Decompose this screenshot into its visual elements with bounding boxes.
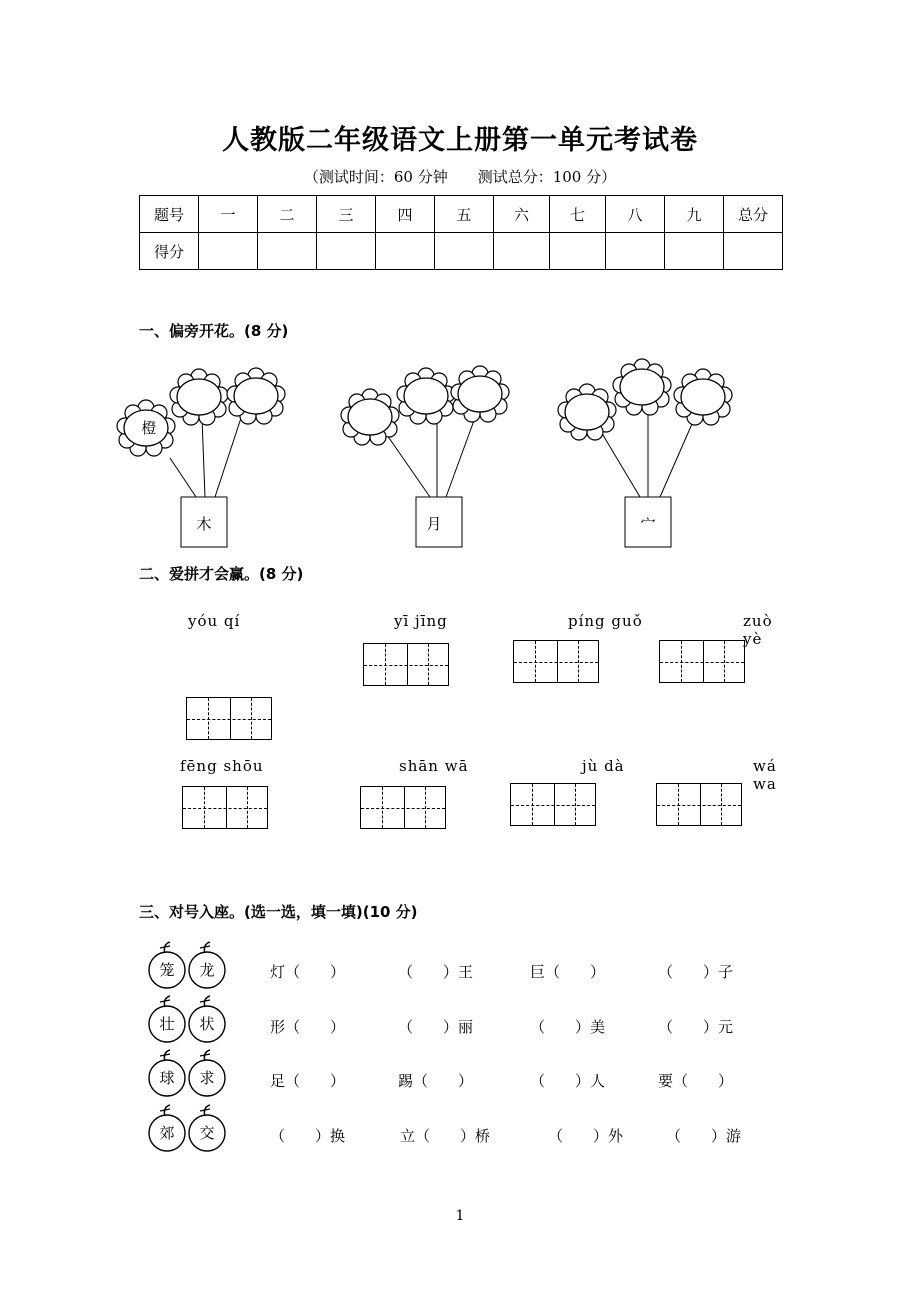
score-header-cell: 二 [258, 196, 317, 233]
fill-blank-item[interactable]: 立（ ）桥 [400, 1127, 491, 1145]
pinyin-label: píng guǒ [568, 612, 643, 630]
flower-icon [341, 389, 399, 445]
pair-char: 龙 [199, 961, 215, 979]
pinyin-label: zuò yè [743, 612, 773, 648]
writing-grid[interactable] [360, 786, 446, 829]
radical-char: 木 [196, 515, 212, 533]
pair-char: 球 [159, 1069, 175, 1087]
score-header-cell: 七 [550, 196, 606, 233]
pinyin-label: fēng shōu [180, 757, 264, 775]
flower-icon [613, 359, 671, 415]
writing-grid[interactable] [659, 640, 745, 683]
score-input-cell[interactable] [606, 233, 665, 270]
flower-given-char: 橙 [141, 419, 157, 437]
writing-grid[interactable] [510, 783, 596, 826]
score-header-cell: 总分 [724, 196, 783, 233]
flower-group-3 [558, 359, 732, 547]
section1-heading: 一、偏旁开花。(8 分) [139, 322, 289, 340]
pinyin-label: shān wā [399, 757, 469, 775]
flower-icon [170, 369, 228, 425]
fill-blank-item[interactable]: 足（ ） [270, 1072, 346, 1090]
pair-char: 交 [199, 1124, 215, 1142]
apple-pairs [135, 940, 245, 1160]
flower-icon [451, 366, 509, 422]
score-input-cell[interactable] [258, 233, 317, 270]
fill-blank-item[interactable]: 踢（ ） [398, 1072, 474, 1090]
fill-blank-item[interactable]: 形（ ） [270, 1018, 346, 1036]
score-input-cell[interactable] [199, 233, 258, 270]
page-number: 1 [455, 1208, 465, 1224]
writing-grid[interactable] [363, 643, 449, 686]
test-info: （测试时间：60 分钟 测试总分：100 分） [303, 168, 617, 186]
fill-blank-item[interactable]: （ ）外 [548, 1127, 624, 1145]
score-header-cell: 六 [494, 196, 550, 233]
score-header-cell: 题号 [140, 196, 199, 233]
score-input-cell[interactable] [376, 233, 435, 270]
pair-char: 笼 [159, 961, 175, 979]
page-title: 人教版二年级语文上册第一单元考试卷 [222, 125, 698, 156]
fill-blank-item[interactable]: （ ）美 [530, 1018, 606, 1036]
flower-icon [227, 368, 285, 424]
radical-char: 月 [426, 515, 442, 533]
radical-char: 宀 [640, 515, 656, 533]
fill-blank-item[interactable]: （ ）元 [658, 1018, 734, 1036]
pair-char: 求 [199, 1069, 215, 1087]
pair-char: 壮 [159, 1015, 175, 1033]
score-input-cell[interactable] [317, 233, 376, 270]
pinyin-label: yóu qí [188, 612, 241, 630]
score-input-cell[interactable] [435, 233, 494, 270]
score-header-cell: 八 [606, 196, 665, 233]
fill-blank-item[interactable]: （ ）人 [530, 1072, 606, 1090]
flower-group-1 [117, 368, 285, 547]
writing-grid[interactable] [186, 697, 272, 740]
fill-blank-item[interactable]: （ ）换 [270, 1127, 346, 1145]
fill-blank-item[interactable]: 巨（ ） [530, 963, 606, 981]
section2-heading: 二、爱拼才会赢。(8 分) [139, 565, 304, 583]
writing-grid[interactable] [656, 783, 742, 826]
writing-grid[interactable] [513, 640, 599, 683]
score-input-cell[interactable] [665, 233, 724, 270]
score-header-cell: 九 [665, 196, 724, 233]
fill-blank-item[interactable]: （ ）丽 [398, 1018, 474, 1036]
writing-grid[interactable] [182, 786, 268, 829]
section3-heading: 三、对号入座。(选一选，填一填)(10 分) [139, 903, 418, 921]
pair-char: 郊 [159, 1124, 175, 1142]
score-header-cell: 三 [317, 196, 376, 233]
pair-char: 状 [199, 1015, 215, 1033]
pinyin-label: wá wa [753, 757, 777, 793]
score-header-row [140, 196, 783, 233]
score-input-cell[interactable] [550, 233, 606, 270]
pinyin-label: yī jīng [394, 612, 448, 630]
pinyin-label: jù dà [582, 757, 625, 775]
fill-blank-item[interactable]: 灯（ ） [270, 963, 346, 981]
score-input-cell[interactable] [494, 233, 550, 270]
fill-blank-item[interactable]: 要（ ） [658, 1072, 734, 1090]
fill-blank-item[interactable]: （ ）子 [658, 963, 734, 981]
score-header-cell: 一 [199, 196, 258, 233]
fill-blank-item[interactable]: （ ）王 [398, 963, 474, 981]
score-row-label: 得分 [140, 233, 199, 270]
fill-blank-item[interactable]: （ ）游 [666, 1127, 742, 1145]
score-table [139, 195, 783, 270]
score-input-cell[interactable] [724, 233, 783, 270]
flower-icon [674, 369, 732, 425]
flower-icon [397, 368, 455, 424]
flower-group-2 [341, 366, 509, 547]
score-header-cell: 四 [376, 196, 435, 233]
flower-diagram [0, 350, 920, 555]
flower-icon [558, 384, 616, 440]
score-header-cell: 五 [435, 196, 494, 233]
score-value-row [140, 233, 783, 270]
